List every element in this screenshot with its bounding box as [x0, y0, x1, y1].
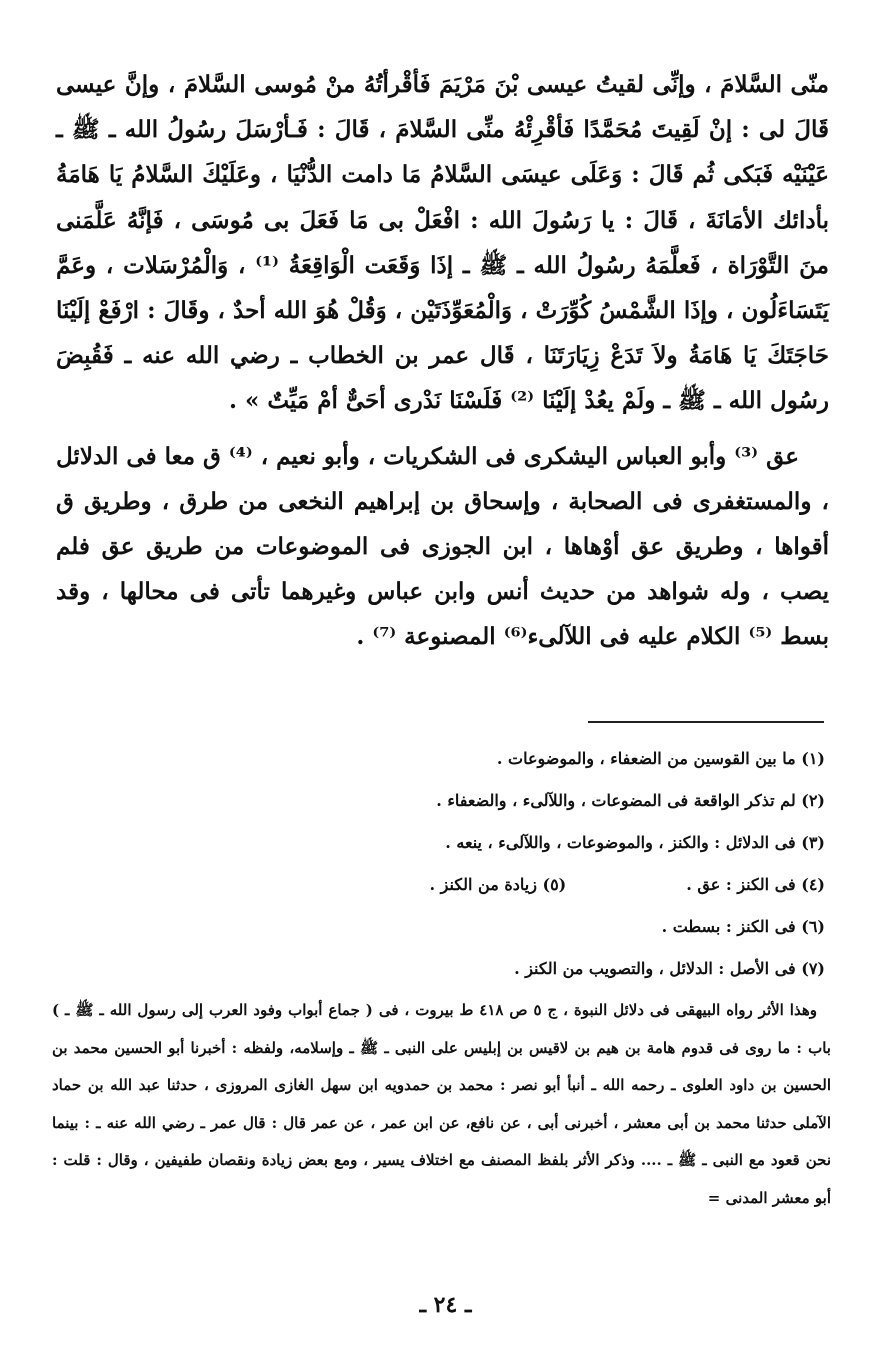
footnote-divider: [588, 721, 824, 723]
footnote-1: (١) ما بين القوسين من الضعفاء ، والموضوعات .: [496, 749, 825, 768]
footnote-row-4-5: [56, 864, 825, 906]
page-number: ـ ٢٤ ـ: [419, 1292, 472, 1318]
footnote-2: (٢) لم تذكر الواقعة فى المضوعات ، واللآلىء ، والضعفاء .: [436, 791, 825, 810]
footnote-3: (٣) فى الدلائل : والكنز ، والموضوعات ، واللآلىء ، ينعه .: [445, 833, 825, 852]
sources-paragraph: عق ⁽³⁾ وأبو العباس اليشكرى فى الشكريات ، وأبو نعيم ، ⁽⁴⁾ ق معا فى الدلائل ، والمستغفرى فى الصحابة ، وإسحاق بن إبراهيم النخعى من طرق ، وطريق ق أقواها ، وطريق عق أوْهاها ، ابن الجوزى فى الموضوعات من طريق عق فلم يصب ، وله شواهد من حديث أنس وابن عباس وغيرهما تأتى فى محالها ، وقد بسط ⁽⁵⁾ الكلام عليه فى اللآلىء⁽⁶⁾ المصنوعة ⁽⁷⁾ .: [56, 442, 829, 651]
appendix-text: وهذا الأثر رواه البيهقى فى دلائل النبوة ، ج ٥ ص ٤١٨ ط بيروت ، فى ( جماع أبواب وفود العرب إلى رسول الله ـ ﷺ ـ ) باب : ما روى فى قدوم هامة بن هيم بن لاقيس بن إبليس على النبى ـ ﷺ ـ وإسلامه، ولفظه : أخبرنا أبو الحسين محمد بن الحسين بن داود العلوى ـ رحمه الله ـ أنبأ أبو نصر : محمد بن حمدويه ابن سهل الغازى المروزى ، حدثنا عبد الله بن حماد الآملى حدثنا محمد بن أبى معشر ، أخبرنى أبى ، عن نافع، عن ابن عمر ، عن عمر قال : قال عمر ـ رضي الله عنه ـ : بينما نحن قعود مع النبى ـ ﷺ ـ .... وذكر الأثر بلفظ المصنف مع اختلاف يسير ، ومع بعض زيادة ونقصان طفيفين ، وقال : قلت : أبو معشر المدنى =: [52, 1001, 831, 1207]
appendix-note: [52, 992, 831, 1217]
footnote-6: (٦) فى الكنز : بسطت .: [661, 917, 825, 936]
footnote-5: (٥) زيادة من الكنز .: [429, 875, 567, 894]
footnotes: [56, 738, 825, 990]
hadith-paragraph: منّى السَّلامَ ، وإنِّى لقيتُ عيسى بْنَ مَرْيَمَ فَأقْرأتُهُ منْ مُوسى السَّلامَ ، وإنَّ عيسى قَالَ لى : إنْ لَقِيتَ مُحَمَّدًا فَأقْرِئْهُ منِّى السَّلامَ ، قَالَ : فَـأرْسَلَ رسُولُ الله ـ ﷺ ـ عَيْنَيْه فَبَكى ثُم قَالَ : وَعَلَى عيسَى السَّلامُ مَا دامت الدُّنْيَا ، وعَلَيْكَ السَّلامُ يَا هَامَةُ بأدائك الأمَانَةَ ، قَالَ : يا رَسُولَ الله : افْعَلْ بى مَا فَعَلَ بى مُوسَى ، فَإنَّهُ عَلَّمَنى منَ التَّوْرَاة ، فَعلَّمَهُ رسُولُ الله ـ ﷺ ـ إذَا وَقَعَت الْوَاقِعَةُ ⁽¹⁾ ، وَالْمُرْسَلات ، وعَمَّ يَتَسَاءَلُون ، وإذَا الشَّمْسُ كُوِّرَتْ ، وَالْمُعَوِّذَتَيْن ، وَقُلْ هُوَ الله أحدٌ ، وقَالَ : ارْفَعْ إلَيْنَا حَاجَتَكَ يَا هَامَةُ ولاَ تَدَعْ زِيَارَتَنَا ، قَال عمر بن الخطاب ـ رضي الله عنه ـ فَقُبِضَ رسُول الله ـ ﷺ ـ ولَمْ يعُدْ إلَيْنَا ⁽²⁾ فَلَسْنَا نَدْرى أحَىٌّ أمْ مَيِّتٌ » .: [56, 71, 829, 415]
main-text: [56, 62, 829, 660]
footnote-7: (٧) فى الأصل : الدلائل ، والتصويب من الكنز .: [514, 959, 825, 978]
footnote-4: (٤) فى الكنز : عق .: [686, 875, 825, 894]
